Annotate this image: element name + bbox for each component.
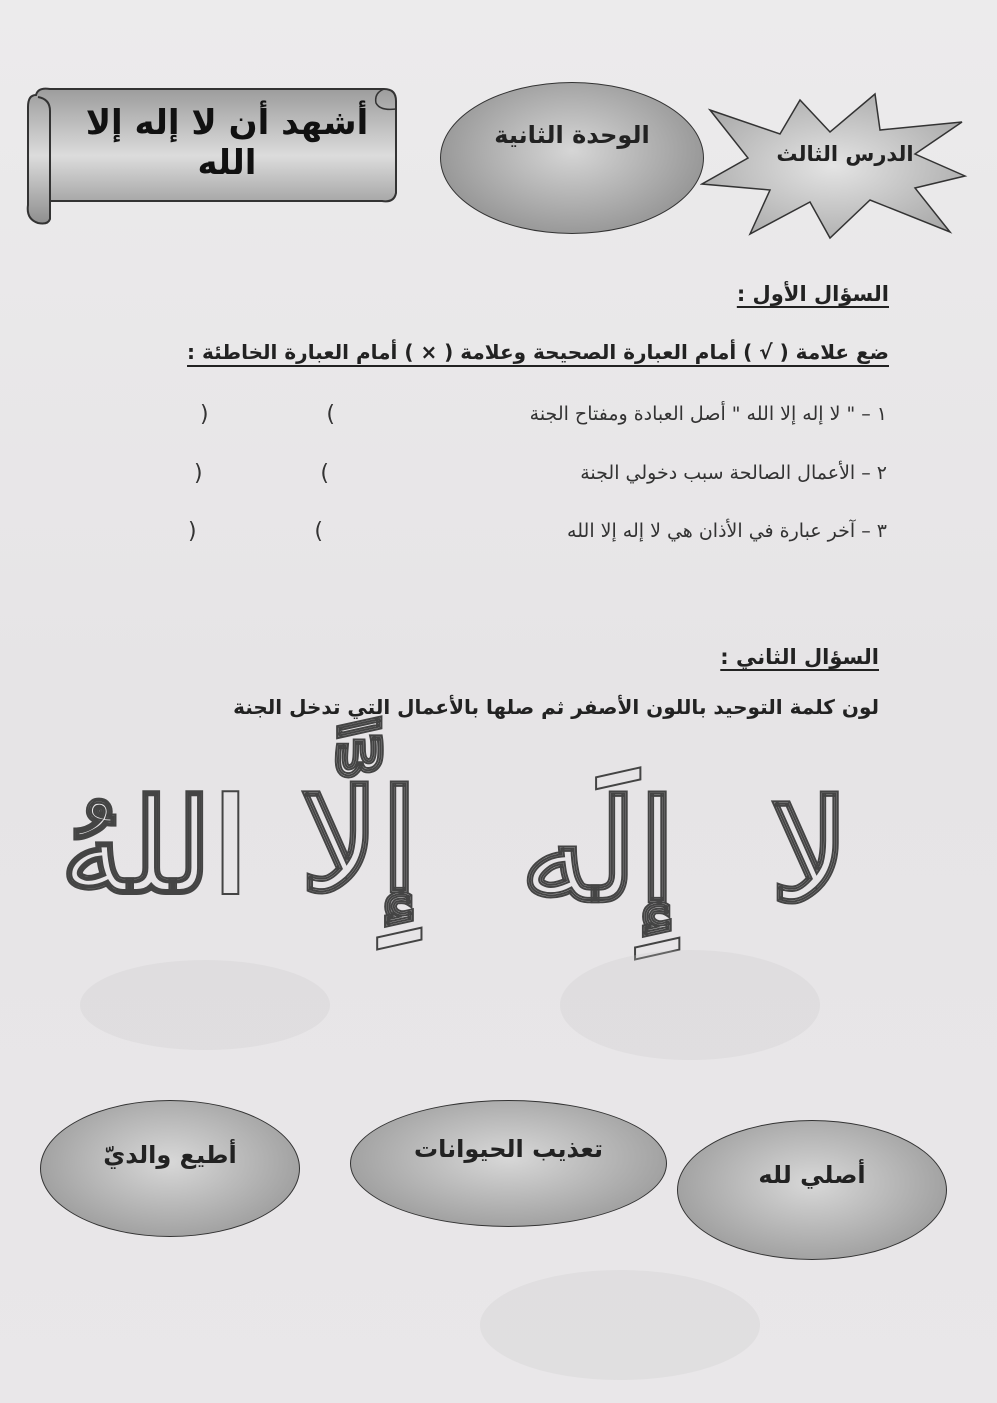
action-label-pray: أصلي لله [758, 1161, 866, 1189]
question2-heading: السؤال الثاني : [720, 645, 879, 669]
faint-background-shape [560, 950, 820, 1060]
tawheed-word-ilah[interactable]: إِلَه [520, 770, 677, 934]
question1-heading: السؤال الأول : [736, 282, 889, 306]
answer-box-3[interactable]: ) ( [188, 519, 323, 544]
action-oval-obey-parents[interactable] [40, 1100, 300, 1237]
answer-box-2[interactable]: ) ( [194, 461, 329, 486]
lesson-title: أشهد أن لا إله إلا الله [85, 103, 369, 183]
title-scroll-banner [22, 85, 400, 225]
unit-oval [440, 82, 704, 234]
faint-background-shape [480, 1270, 760, 1380]
action-oval-animal-cruelty[interactable] [350, 1100, 667, 1227]
faint-background-shape [80, 960, 330, 1050]
answer-box-1[interactable]: ) ( [200, 402, 335, 427]
action-label-animal-cruelty: تعذيب الحيوانات [414, 1135, 603, 1163]
tawheed-word-allah[interactable]: اللهُ [60, 770, 249, 923]
action-oval-pray[interactable] [677, 1120, 947, 1260]
statement-2: ٢ – الأعمال الصالحة سبب دخولي الجنة [580, 462, 887, 484]
lesson-starburst [700, 92, 970, 242]
unit-label: الوحدة الثانية [494, 121, 650, 149]
action-label-obey-parents: أطيع والديّ [103, 1141, 237, 1169]
tawheed-word-la[interactable]: لا [770, 770, 850, 934]
question1-instruction: ضع علامة ( √ ) أمام العبارة الصحيحة وعلامة ( × ) أمام العبارة الخاطئة : [187, 340, 889, 364]
statement-1: ١ – " لا إله إلا الله " أصل العبادة ومفتاح الجنة [529, 403, 887, 425]
statement-3: ٣ – آخر عبارة في الأذان هي لا إله إلا الله [567, 520, 887, 542]
tawheed-word-illa[interactable]: إِلَّا [300, 760, 419, 924]
question2-instruction: لون كلمة التوحيد باللون الأصفر ثم صلها بالأعمال التي تدخل الجنة [233, 695, 879, 719]
lesson-number-label: الدرس الثالث [776, 142, 914, 166]
